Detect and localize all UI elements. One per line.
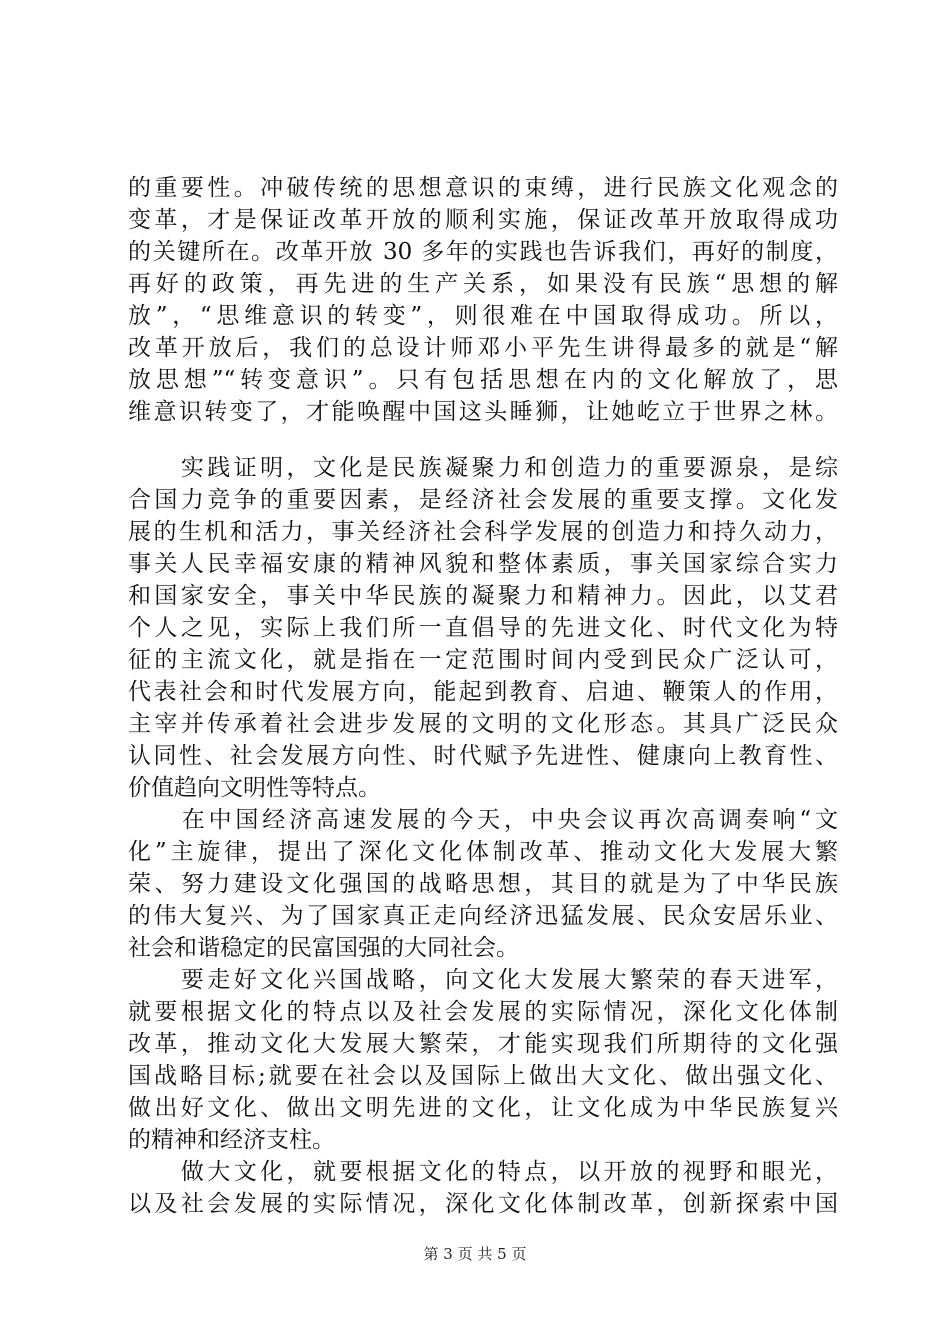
paragraph-1 <box>128 172 838 428</box>
text-line: 社会和谐稳定的民富国强的大同社会。 <box>128 935 519 961</box>
text-line: 化”主旋律，提出了深化文化体制改革、推动文化大发展大繁 <box>128 839 838 865</box>
text-line: 放思想”“转变意识”。只有包括思想在内的文化解放了，思 <box>128 367 838 393</box>
text-line: 国战略目标;就要在社会以及国际上做出大文化、做出强文化、 <box>128 1063 838 1089</box>
text-line: 改革，推动文化大发展大繁荣，才能实现我们所期待的文化强 <box>128 1031 838 1057</box>
paragraph-4 <box>128 964 838 1156</box>
text-line: 代表社会和时代发展方向，能起到教育、启迪、鞭策人的作用， <box>128 679 838 705</box>
paragraph-2 <box>128 452 838 804</box>
text-line: 主宰并传承着社会进步发展的文明的文化形态。其具广泛民众 <box>128 711 838 737</box>
text-line: 的精神和经济支柱。 <box>128 1127 335 1153</box>
text-line: 就要根据文化的特点以及社会发展的实际情况，深化文化体制 <box>128 999 838 1025</box>
text-line: 价值趋向文明性等特点。 <box>128 775 381 801</box>
text-line: 个人之见，实际上我们所一直倡导的先进文化、时代文化为特 <box>128 615 838 641</box>
text-line: 和国家安全，事关中华民族的凝聚力和精神力。因此，以艾君 <box>128 583 838 609</box>
text-line: 的关键所在。改革开放 30 多年的实践也告诉我们，再好的制度， <box>128 239 838 265</box>
text-line: 要走好文化兴国战略，向文化大发展大繁荣的春天进军， <box>128 967 838 993</box>
text-line: 放”，“思维意识的转变”，则很难在中国取得成功。所以， <box>128 303 838 329</box>
text-line: 做大文化，就要根据文化的特点，以开放的视野和眼光， <box>128 1159 838 1185</box>
text-line: 改革开放后，我们的总设计师邓小平先生讲得最多的就是“解 <box>128 335 838 361</box>
text-line: 荣、努力建设文化强国的战略思想，其目的就是为了中华民族 <box>128 871 838 897</box>
page-number-footer: 第 3 页 共 5 页 <box>423 1245 527 1263</box>
text-line: 合国力竞争的重要因素，是经济社会发展的重要支撑。文化发 <box>128 487 838 513</box>
text-line: 实践证明，文化是民族凝聚力和创造力的重要源泉，是综 <box>128 455 838 481</box>
text-line: 的重要性。冲破传统的思想意识的束缚，进行民族文化观念的 <box>128 175 838 201</box>
paragraph-3 <box>128 804 838 964</box>
text-line: 展的生机和活力，事关经济社会科学发展的创造力和持久动力， <box>128 519 838 545</box>
text-line: 认同性、社会发展方向性、时代赋予先进性、健康向上教育性、 <box>128 743 838 769</box>
paragraph-5 <box>128 1156 838 1220</box>
text-line: 以及社会发展的实际情况，深化文化体制改革，创新探索中国 <box>128 1191 838 1217</box>
text-line: 再好的政策，再先进的生产关系，如果没有民族“思想的解 <box>128 271 838 297</box>
text-line: 做出好文化、做出文明先进的文化，让文化成为中华民族复兴 <box>128 1095 838 1121</box>
text-line: 变革，才是保证改革开放的顺利实施，保证改革开放取得成功 <box>128 207 838 233</box>
text-line: 的伟大复兴、为了国家真正走向经济迅猛发展、民众安居乐业、 <box>128 903 838 929</box>
text-line: 征的主流文化，就是指在一定范围时间内受到民众广泛认可， <box>128 647 838 673</box>
body-text <box>128 452 838 1220</box>
text-line: 在中国经济高速发展的今天，中央会议再次高调奏响“文 <box>128 807 838 833</box>
text-line: 维意识转变了，才能唤醒中国这头睡狮，让她屹立于世界之林。 <box>128 399 838 425</box>
text-line: 事关人民幸福安康的精神风貌和整体素质，事关国家综合实力 <box>128 551 838 577</box>
